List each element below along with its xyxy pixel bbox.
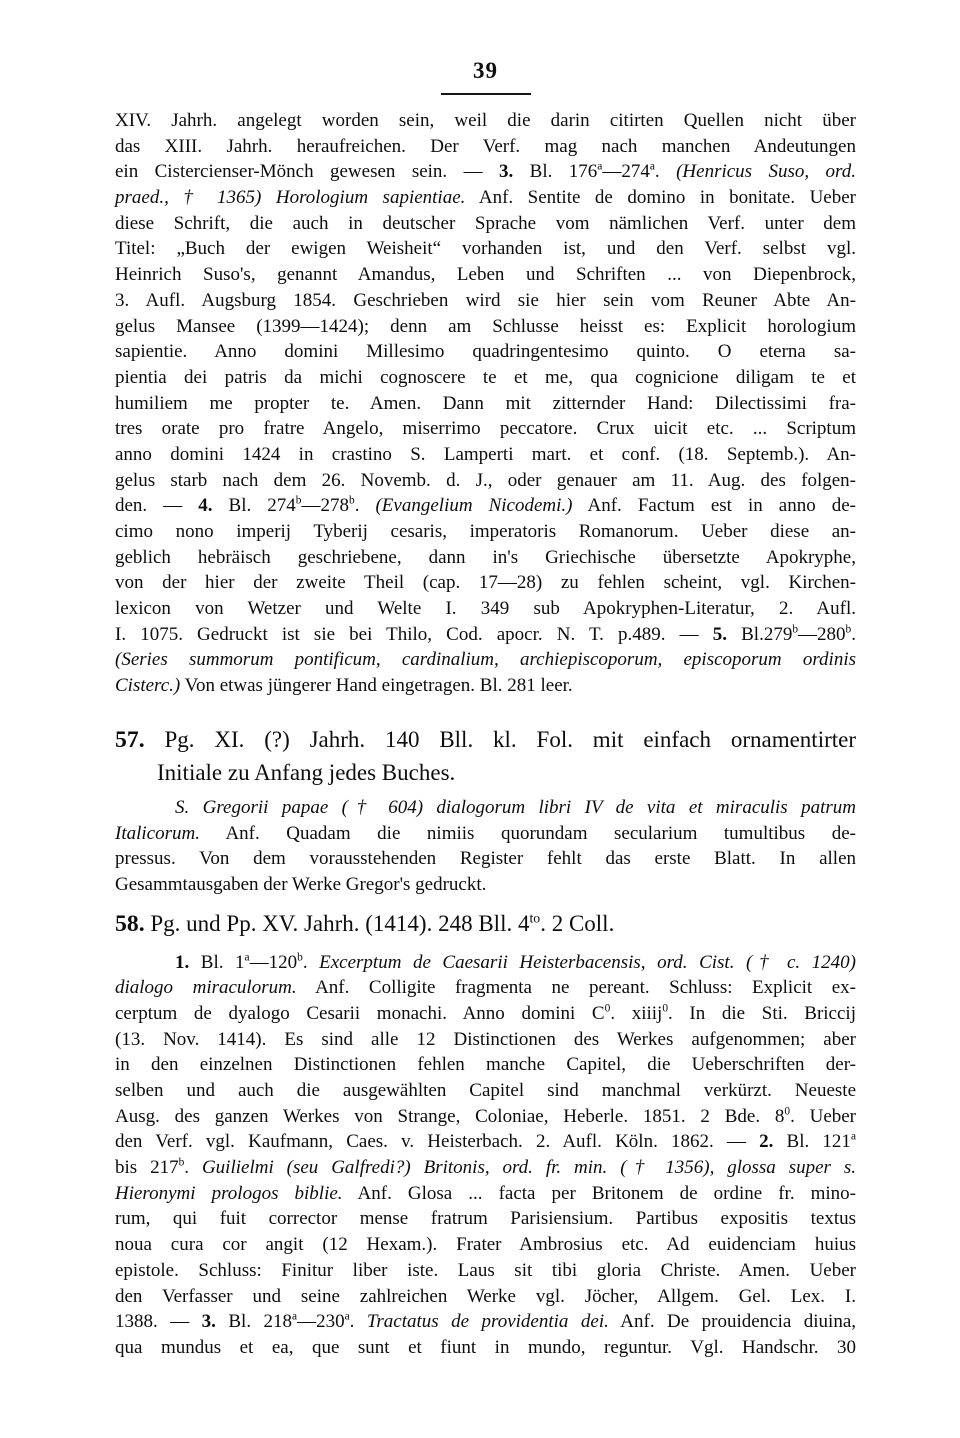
text-line [115,519,856,545]
text-line [115,846,856,872]
text-run: Cisterc.) [115,675,181,697]
text-run: 0 [604,1002,611,1015]
text-run: . In die Sti. Briccij [668,1002,856,1024]
text-line [115,1155,856,1181]
text-run: . [302,951,320,973]
text-run: humiliem me propter te. Amen. Dann mit zitternder Hand: Dilectissimi fra- [115,392,856,414]
entry-58-body [115,950,856,1361]
text-run: a [649,161,655,174]
text-line [115,872,856,898]
text-line [115,108,856,134]
text-run: cimo nono imperij Tyberij cesaris, imperatoris Romanorum. Ueber diese an- [115,521,856,542]
page-number: 39 [473,58,498,83]
text-run: 1. [175,951,190,973]
text-run: gelus Mansee (1399—1424); denn am Schlusse heisst es: Explicit horologium [115,315,856,337]
text-line [115,723,856,756]
page-number-rule [441,93,531,95]
intro-paragraph [115,108,856,699]
text-line [115,1309,856,1335]
text-run: rum, qui fuit corrector mense fratrum Parisiensium. Partibus expositis textus [115,1208,856,1230]
text-line [115,1206,856,1232]
text-line [115,442,856,468]
text-run: Bl. 121 [773,1131,851,1153]
text-run: Heinrich Suso's, genannt Amandus, Leben und Schriften ... von Diepenbrock, [115,264,856,286]
text-line [115,468,856,494]
text-run: Bl. 176 [513,161,598,183]
text-run: Anf. Quadam die nimiis quorundam secularium tumultibus de- [199,822,856,844]
text-run: den. — [115,495,199,517]
text-run: . Ueber [790,1105,857,1127]
text-run: Pg. und Pp. XV. Jahrh. (1414). 248 Bll. 4 [144,910,530,936]
text-line [115,416,856,442]
text-line [115,1104,856,1130]
text-line [115,795,856,821]
text-run: den Verf. vgl. Kaufmann, Caes. v. Heisterbach. 2. Aufl. Köln. 1862. — [115,1131,760,1153]
text-run: . 2 Coll. [540,910,615,936]
text-line [115,756,856,789]
text-run: 4. [198,495,213,517]
text-run: Bl. 1 [189,951,245,973]
text-run: . [349,1311,367,1333]
text-run: —120 [249,951,298,973]
text-line [115,365,856,391]
text-line [115,545,856,571]
text-line [115,493,856,519]
text-line [115,1284,856,1310]
text-run: . [654,161,677,183]
text-run: —230 [297,1311,345,1333]
text-line [115,1335,856,1361]
text-run: I. 1075. Gedruckt ist sie bei Thilo, Cod. apocr. N. T. p.489. — [115,623,713,645]
text-run: bis 217 [115,1157,179,1179]
text-run: Anf. Sentite de domino in bonitate. Ueber [465,187,856,209]
entry-57-body [115,795,856,898]
text-run: anno domini 1424 in crastino S. Lamperti mart. et conf. (18. Septemb.). An- [115,443,856,465]
text-line [115,339,856,365]
text-run: b [297,951,303,964]
text-run: Anf. Colligite fragmenta ne pereant. Schluss: Explicit ex- [296,977,856,999]
text-line [115,236,856,262]
text-run: Hieronymi prologos biblie. [115,1182,343,1204]
text-line [115,391,856,417]
text-run: 3. [499,161,514,183]
text-run: in den einzelnen Distinctionen fehlen manche Capitel, die Ueberschriften der- [115,1054,856,1076]
text-run: . xiiij [610,1002,663,1024]
text-run: b [792,623,799,636]
text-run: Tractatus de providentia dei. [366,1311,609,1333]
text-run: Anf. De prouidencia diuina, [608,1311,857,1333]
text-run: S. Gregorii papae († 604) dialogorum libri IV de vita et miraculis patrum [175,796,856,818]
text-line [115,1258,856,1284]
text-line [115,1052,856,1078]
text-run: b [845,623,852,636]
text-run: pressus. Von dem vorausstehenden Register fehlt das erste Blatt. In allen [115,848,856,870]
text-run: 58. [115,910,145,937]
entry-58-heading [115,907,856,940]
text-run: das XIII. Jahrh. heraufreichen. Der Verf. mag nach manchen Andeutungen [115,135,856,157]
text-run: b [348,494,355,507]
page-header [115,58,856,95]
text-run: . [851,623,856,645]
text-block [115,108,856,1361]
text-line [115,1232,856,1258]
text-line [115,570,856,596]
text-line [115,314,856,340]
text-line [115,1181,856,1207]
text-line [115,907,856,940]
text-run: den Verfasser und seine zahlreichen Werke vgl. Jöcher, Allgem. Gel. Lex. I. [115,1285,856,1307]
text-run: 0 [784,1105,791,1118]
text-run: 3. [201,1311,216,1333]
text-run: selben und auch die ausgewählten Capitel sind manchmal verkürzt. Neueste [115,1080,856,1101]
text-run: b [295,494,302,507]
text-run: 2. [759,1131,774,1153]
text-run: a [244,951,250,964]
text-run: . [184,1157,202,1179]
text-run: Excerptum de Caesarii Heisterbacensis, ord. Cist. († c. 1240) [319,951,857,973]
text-run: qua mundus et ea, que sunt et fiunt in mundo, reguntur. Vgl. Handschr. 30 [115,1336,856,1358]
text-line [115,975,856,1001]
text-run: Guilielmi (seu Galfredi?) Britonis, ord. fr. min. († 1356), glossa super s. [201,1157,856,1179]
text-line [115,288,856,314]
text-run: Von etwas jüngerer Hand eingetragen. Bl. 281 leer. [180,675,573,697]
text-run: a [292,1310,298,1323]
text-run: (13. Nov. 1414). Es sind alle 12 Distinctionen des Werkes aufgenommen; aber [115,1028,856,1050]
text-line [115,211,856,237]
text-run: dialogo miraculorum. [115,977,297,999]
text-line [115,159,856,185]
text-run: Pg. XI. (?) Jahrh. 140 Bll. kl. Fol. mit einfach ornamentirter [144,726,856,752]
text-run: epistole. Schluss: Finitur liber iste. Laus sit tibi gloria Christe. Amen. Ueber [115,1259,856,1281]
text-run: . [354,495,376,517]
text-line [115,821,856,847]
text-line [115,622,856,648]
text-run: 3. Aufl. Augsburg 1854. Geschrieben wird sie hier sein vom Reuner Abte An- [115,289,856,311]
text-run: gelus starb nach dem 26. Novemb. d. J., oder genauer am 11. Aug. des folgen- [115,469,856,491]
text-run: von der hier der zweite Theil (cap. 17—28) zu fehlen scheint, vgl. Kirchen- [115,572,856,594]
text-run: tres orate pro fratre Angelo, miserrimo peccatore. Crux uicit etc. ... Scriptum [115,418,856,440]
text-run: (Evangelium Nicodemi.) [375,495,573,517]
text-line [115,950,856,976]
text-line [115,262,856,288]
text-run: Anf. Glosa ... facta per Britonem de ordine fr. mino- [342,1182,857,1204]
text-line [115,596,856,622]
text-line [115,1027,856,1053]
text-run: ein Cistercienser-Mönch gewesen sein. — [115,161,500,183]
text-run: to [529,909,541,925]
text-line [115,1078,856,1104]
text-run: Bl. 274 [212,495,296,517]
text-run: 57. [115,726,145,753]
text-run: Titel: „Buch der ewigen Weisheit“ vorhanden ist, und den Verf. selbst vgl. [115,238,856,260]
text-run: —280 [798,623,846,645]
text-run: pientia dei patris da michi cognoscere te et me, qua cognicione diligam te et [115,366,856,388]
text-run: b [178,1156,185,1169]
text-run: —274 [602,161,650,183]
text-line [115,134,856,160]
text-run: Anf. Factum est in anno de- [572,495,857,517]
text-run: lexicon von Wetzer und Welte I. 349 sub Apokryphen-Literatur, 2. Aufl. [115,598,856,620]
entry-57-heading [115,723,856,789]
text-line [115,1001,856,1027]
text-run: a [850,1131,856,1144]
text-run: a [597,161,603,174]
text-run: 5. [712,623,728,645]
text-run: Italicorum. [115,822,200,844]
text-line [115,647,856,673]
text-run: Bl.279 [727,623,793,645]
text-run: cerptum de dyalogo Cesarii monachi. Anno domini C [115,1002,605,1024]
text-run: Gesammtausgaben der Werke Gregor's gedruckt. [115,873,487,895]
text-run: —278 [301,495,349,517]
text-run: Bl. 218 [215,1311,293,1333]
text-run: sapientie. Anno domini Millesimo quadringentesimo quinto. O eterna sa- [115,341,856,363]
text-run: (Henricus Suso, ord. [676,161,856,183]
text-run: praed., † 1365) Horologium sapientiae. [115,187,466,209]
text-run: a [344,1310,350,1323]
text-run: XIV. Jahrh. angelegt worden sein, weil die darin citirten Quellen nicht über [115,110,856,131]
text-run: geblich hebräisch geschriebene, dann in's Griechische übersetzte Apokryphe, [115,546,856,568]
text-run: diese Schrift, die auch in deutscher Sprache vom nämlichen Verf. unter dem [115,212,856,234]
text-run: 0 [662,1002,669,1015]
text-run: Ausg. des ganzen Werkes von Strange, Coloniae, Heberle. 1851. 2 Bde. 8 [115,1105,785,1127]
text-run: 1388. — [115,1311,202,1333]
text-line [115,1129,856,1155]
text-line [115,673,856,699]
text-line [115,185,856,211]
text-run: Initiale zu Anfang jedes Buches. [157,759,456,785]
text-run: (Series summorum pontificum, cardinalium, archiepiscoporum, episcoporum ordinis [115,649,856,671]
text-run: noua cura cor angit (12 Hexam.). Frater Ambrosius etc. Ad euidenciam huius [115,1234,856,1256]
